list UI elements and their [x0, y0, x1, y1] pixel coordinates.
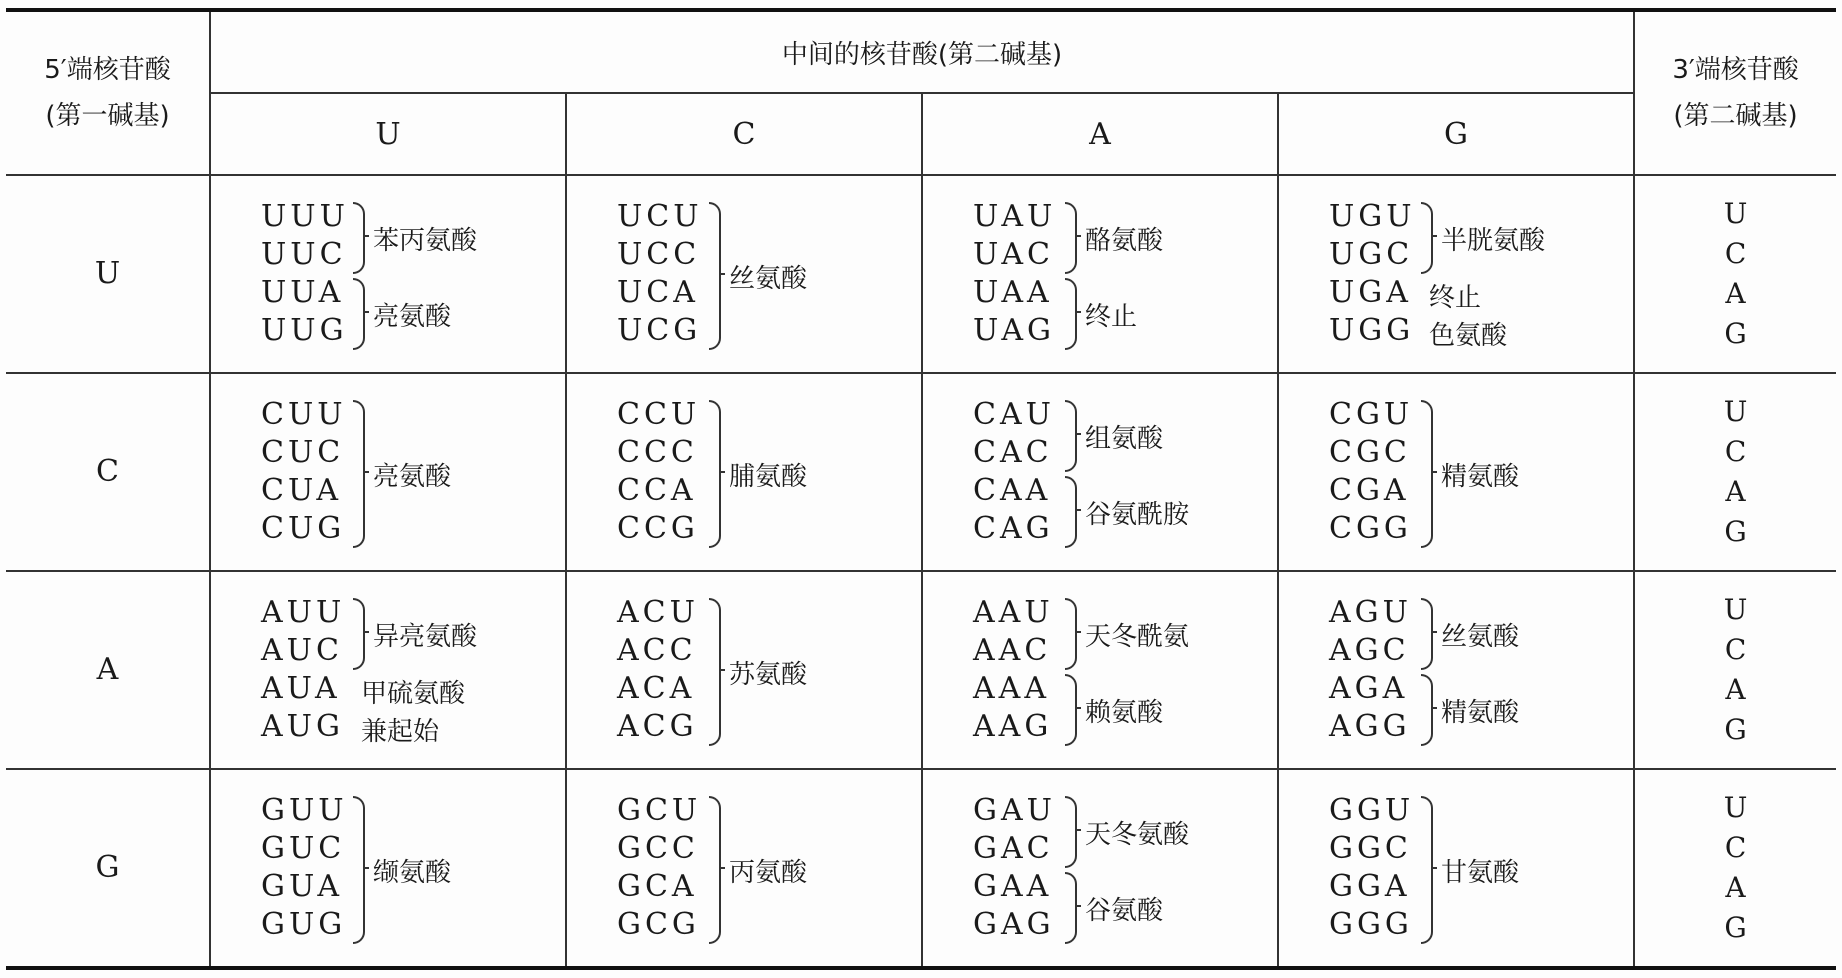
- codon: AGG: [1329, 708, 1411, 744]
- codon: AUA: [261, 670, 341, 706]
- amino-acid-label: 组氨酸: [1085, 423, 1164, 454]
- codon: GCA: [617, 868, 698, 904]
- codon-list: [617, 792, 701, 944]
- third-base: C: [1724, 434, 1747, 468]
- third-base-cell: [1634, 373, 1836, 571]
- brace-tick: [1431, 867, 1437, 869]
- codon: GGA: [1329, 868, 1411, 904]
- brace-tick: [363, 867, 369, 869]
- codon: UGG: [1329, 312, 1415, 348]
- amino-acid-label: 亮氨酸: [373, 461, 452, 492]
- amino-acid-label: 半胱氨酸: [1441, 225, 1546, 256]
- codon: CCU: [617, 396, 701, 432]
- brace-tick: [1431, 235, 1437, 237]
- brace-tick: [1075, 905, 1081, 907]
- codon-cell: [922, 769, 1278, 968]
- codon: GGG: [1329, 906, 1413, 942]
- brace-tick: [719, 669, 725, 671]
- brace-tick: [1431, 471, 1437, 473]
- codon: CCC: [617, 434, 698, 470]
- codon-cell: [566, 769, 922, 968]
- first-base-header-line2: (第一碱基): [45, 100, 170, 131]
- amino-acid-label: 色氨酸: [1429, 320, 1508, 351]
- brace-tick: [1075, 311, 1081, 313]
- amino-acid-label: 终止: [1429, 282, 1482, 313]
- codon-cell: [1278, 175, 1634, 373]
- brace-tick: [363, 311, 369, 313]
- codon-cell: [1278, 373, 1634, 571]
- codon-group: [211, 584, 565, 756]
- codon: UUU: [261, 198, 349, 234]
- codon-cell: [210, 571, 566, 769]
- codon-list: [973, 594, 1054, 746]
- codon: CUA: [261, 472, 342, 508]
- brace-tick: [363, 235, 369, 237]
- brace-bracket: [353, 598, 365, 670]
- third-base: A: [1725, 474, 1746, 508]
- codon: AGU: [1329, 594, 1412, 630]
- third-base: G: [1724, 316, 1747, 350]
- codon-group: [211, 782, 565, 954]
- codon-list: [973, 396, 1055, 548]
- codon: ACG: [617, 708, 698, 744]
- brace-bracket: [1421, 598, 1433, 670]
- third-base-cell: [1634, 769, 1836, 968]
- codon: GAU: [973, 792, 1056, 828]
- brace-bracket: [1065, 872, 1077, 944]
- amino-acid-label: 丝氨酸: [729, 263, 808, 294]
- codon-list: [973, 198, 1056, 350]
- codon: CGA: [1329, 472, 1410, 508]
- codon: UAU: [973, 198, 1057, 234]
- codon: CGU: [1329, 396, 1414, 432]
- amino-acid-label: 赖氨酸: [1085, 697, 1164, 728]
- codon-list: [617, 594, 699, 746]
- codon: UCA: [617, 274, 699, 310]
- amino-acid-label: 酪氨酸: [1085, 225, 1164, 256]
- third-base-header: [1634, 10, 1836, 175]
- brace-tick: [1075, 235, 1081, 237]
- codon: AAC: [973, 632, 1052, 668]
- codon-group: [923, 188, 1277, 360]
- codon: CCA: [617, 472, 697, 508]
- codon-list: [1329, 396, 1413, 548]
- codon: UGC: [1329, 236, 1414, 272]
- codon-row: [6, 571, 1836, 769]
- codon-table: [6, 8, 1836, 970]
- amino-acid-label: 天冬氨酸: [1085, 819, 1190, 850]
- brace-bracket: [1421, 400, 1433, 548]
- codon-list: [617, 198, 703, 350]
- third-base: A: [1725, 276, 1746, 310]
- codon: AGA: [1329, 670, 1409, 706]
- codon: CCG: [617, 510, 699, 546]
- brace-bracket: [709, 400, 721, 548]
- codon-list: [261, 396, 347, 548]
- third-base: C: [1724, 830, 1747, 864]
- amino-acid-label: 甘氨酸: [1441, 857, 1520, 888]
- codon: CUC: [261, 434, 345, 470]
- codon: UUC: [261, 236, 347, 272]
- codon-group: [1279, 188, 1633, 360]
- codon-list: [617, 396, 700, 548]
- codon-cell: [922, 571, 1278, 769]
- codon: AGC: [1329, 632, 1410, 668]
- codon: AUG: [261, 708, 344, 744]
- codon-cell: [210, 769, 566, 968]
- brace-tick: [719, 867, 725, 869]
- brace-tick: [1075, 631, 1081, 633]
- third-base: G: [1724, 910, 1747, 944]
- codon: UAG: [973, 312, 1055, 348]
- codon-cell: [922, 373, 1278, 571]
- codon-list: [261, 198, 349, 350]
- codon-cell: [210, 175, 566, 373]
- codon: GUA: [261, 868, 343, 904]
- codon-cell: [566, 571, 922, 769]
- codon: AUU: [261, 594, 346, 630]
- codon: UAC: [973, 236, 1054, 272]
- codon-group: [211, 386, 565, 558]
- brace-bracket: [709, 796, 721, 944]
- second-base-A: A: [922, 93, 1278, 175]
- codon-row: [6, 373, 1836, 571]
- brace-tick: [1075, 433, 1081, 435]
- brace-bracket: [353, 796, 365, 944]
- first-base-header: [6, 10, 210, 175]
- codon-group: [1279, 584, 1633, 756]
- first-base-cell: C: [6, 373, 210, 571]
- brace-tick: [1431, 707, 1437, 709]
- codon: GAG: [973, 906, 1055, 942]
- brace-tick: [1431, 631, 1437, 633]
- third-base-cell: [1634, 571, 1836, 769]
- brace-tick: [719, 471, 725, 473]
- brace-bracket: [1065, 598, 1077, 670]
- amino-acid-label: 天冬酰氨: [1085, 621, 1190, 652]
- codon-rows: [6, 175, 1836, 968]
- amino-acid-label: 异亮氨酸: [373, 621, 478, 652]
- codon: GCG: [617, 906, 700, 942]
- amino-acid-label: 甲硫氨酸: [361, 678, 466, 709]
- second-base-U: U: [210, 93, 566, 175]
- third-base: G: [1724, 712, 1747, 746]
- third-base-header-line1: 3′端核苷酸: [1672, 54, 1799, 85]
- codon: UUA: [261, 274, 345, 310]
- codon-group: [923, 584, 1277, 756]
- codon: GGC: [1329, 830, 1412, 866]
- brace-tick: [1075, 509, 1081, 511]
- codon-cell: [210, 373, 566, 571]
- third-base: U: [1723, 592, 1748, 626]
- third-base: A: [1725, 672, 1746, 706]
- codon: GAA: [973, 868, 1053, 904]
- codon: CAA: [973, 472, 1052, 508]
- amino-acid-label: 丙氨酸: [729, 857, 808, 888]
- codon: AAG: [973, 708, 1053, 744]
- codon-row: [6, 769, 1836, 968]
- codon-cell: [1278, 769, 1634, 968]
- codon: GCC: [617, 830, 699, 866]
- amino-acid-label: 亮氨酸: [373, 301, 452, 332]
- brace-tick: [363, 631, 369, 633]
- codon-group: [567, 188, 921, 360]
- third-base: U: [1723, 394, 1748, 428]
- codon: CUG: [261, 510, 346, 546]
- amino-acid-label: 兼起始: [361, 716, 440, 747]
- third-base-header-line2: (第二碱基): [1673, 100, 1798, 131]
- third-base: C: [1724, 236, 1747, 270]
- brace-bracket: [1065, 202, 1077, 274]
- codon: GUU: [261, 792, 348, 828]
- first-base-header-line1: 5′端核苷酸: [44, 54, 171, 85]
- third-base: U: [1723, 790, 1748, 824]
- amino-acid-label: 缬氨酸: [373, 857, 452, 888]
- codon: CAU: [973, 396, 1055, 432]
- codon: UGU: [1329, 198, 1416, 234]
- brace-bracket: [1065, 674, 1077, 746]
- codon: AAU: [973, 594, 1054, 630]
- codon: CGG: [1329, 510, 1412, 546]
- codon-group: [567, 782, 921, 954]
- codon: GCU: [617, 792, 702, 828]
- third-base: A: [1725, 870, 1746, 904]
- brace-bracket: [709, 202, 721, 350]
- codon: GAC: [973, 830, 1054, 866]
- brace-bracket: [1065, 278, 1077, 350]
- codon: CAC: [973, 434, 1053, 470]
- codon-group: [567, 386, 921, 558]
- codon-row: [6, 175, 1836, 373]
- codon-group: [1279, 782, 1633, 954]
- brace-bracket: [353, 202, 365, 274]
- codon-cell: [566, 373, 922, 571]
- codon: AUC: [261, 632, 343, 668]
- codon-group: [1279, 386, 1633, 558]
- codon: CGC: [1329, 434, 1411, 470]
- second-base-title: 中间的核苷酸(第二碱基): [210, 10, 1634, 93]
- brace-bracket: [353, 400, 365, 548]
- codon-list: [1329, 198, 1416, 350]
- codon-group: [923, 386, 1277, 558]
- first-base-cell: G: [6, 769, 210, 968]
- second-base-C: C: [566, 93, 922, 175]
- codon-cell: [1278, 571, 1634, 769]
- first-base-cell: A: [6, 571, 210, 769]
- codon-list: [1329, 792, 1414, 944]
- third-base: C: [1724, 632, 1747, 666]
- codon: ACC: [617, 632, 697, 668]
- amino-acid-label: 谷氨酰胺: [1085, 499, 1190, 530]
- codon-list: [261, 792, 348, 944]
- codon-cell: [922, 175, 1278, 373]
- brace-bracket: [709, 598, 721, 746]
- codon-group: [567, 584, 921, 756]
- brace-bracket: [353, 278, 365, 350]
- amino-acid-label: 谷氨酸: [1085, 895, 1164, 926]
- codon: GUC: [261, 830, 346, 866]
- amino-acid-label: 丝氨酸: [1441, 621, 1520, 652]
- codon: UUG: [261, 312, 348, 348]
- amino-acid-label: 苯丙氨酸: [373, 225, 478, 256]
- codon: CAG: [973, 510, 1054, 546]
- brace-bracket: [1065, 796, 1077, 868]
- brace-tick: [1075, 707, 1081, 709]
- amino-acid-label: 精氨酸: [1441, 697, 1520, 728]
- third-base: U: [1723, 196, 1748, 230]
- codon: ACU: [617, 594, 699, 630]
- second-base-G: G: [1278, 93, 1634, 175]
- amino-acid-label: 苏氨酸: [729, 659, 808, 690]
- third-base-cell: [1634, 175, 1836, 373]
- codon: AAA: [973, 670, 1050, 706]
- brace-bracket: [1421, 796, 1433, 944]
- third-base: G: [1724, 514, 1747, 548]
- codon: UAA: [973, 274, 1053, 310]
- brace-bracket: [1421, 674, 1433, 746]
- brace-bracket: [1065, 400, 1077, 472]
- codon: UCG: [617, 312, 702, 348]
- codon-list: [1329, 594, 1412, 746]
- amino-acid-label: 终止: [1085, 301, 1138, 332]
- codon-list: [973, 792, 1056, 944]
- codon: GUG: [261, 906, 347, 942]
- codon-list: [261, 594, 345, 746]
- codon: CUU: [261, 396, 347, 432]
- amino-acid-label: 精氨酸: [1441, 461, 1520, 492]
- brace-tick: [719, 273, 725, 275]
- codon-group: [923, 782, 1277, 954]
- codon: UGA: [1329, 274, 1412, 310]
- codon-cell: [566, 175, 922, 373]
- codon: UCC: [617, 236, 701, 272]
- brace-bracket: [1065, 476, 1077, 548]
- brace-tick: [1075, 829, 1081, 831]
- codon: UCU: [617, 198, 703, 234]
- codon-group: [211, 188, 565, 360]
- amino-acid-label: 脯氨酸: [729, 461, 808, 492]
- codon: ACA: [617, 670, 696, 706]
- codon: GGU: [1329, 792, 1415, 828]
- first-base-cell: U: [6, 175, 210, 373]
- brace-tick: [363, 471, 369, 473]
- brace-bracket: [1421, 202, 1433, 274]
